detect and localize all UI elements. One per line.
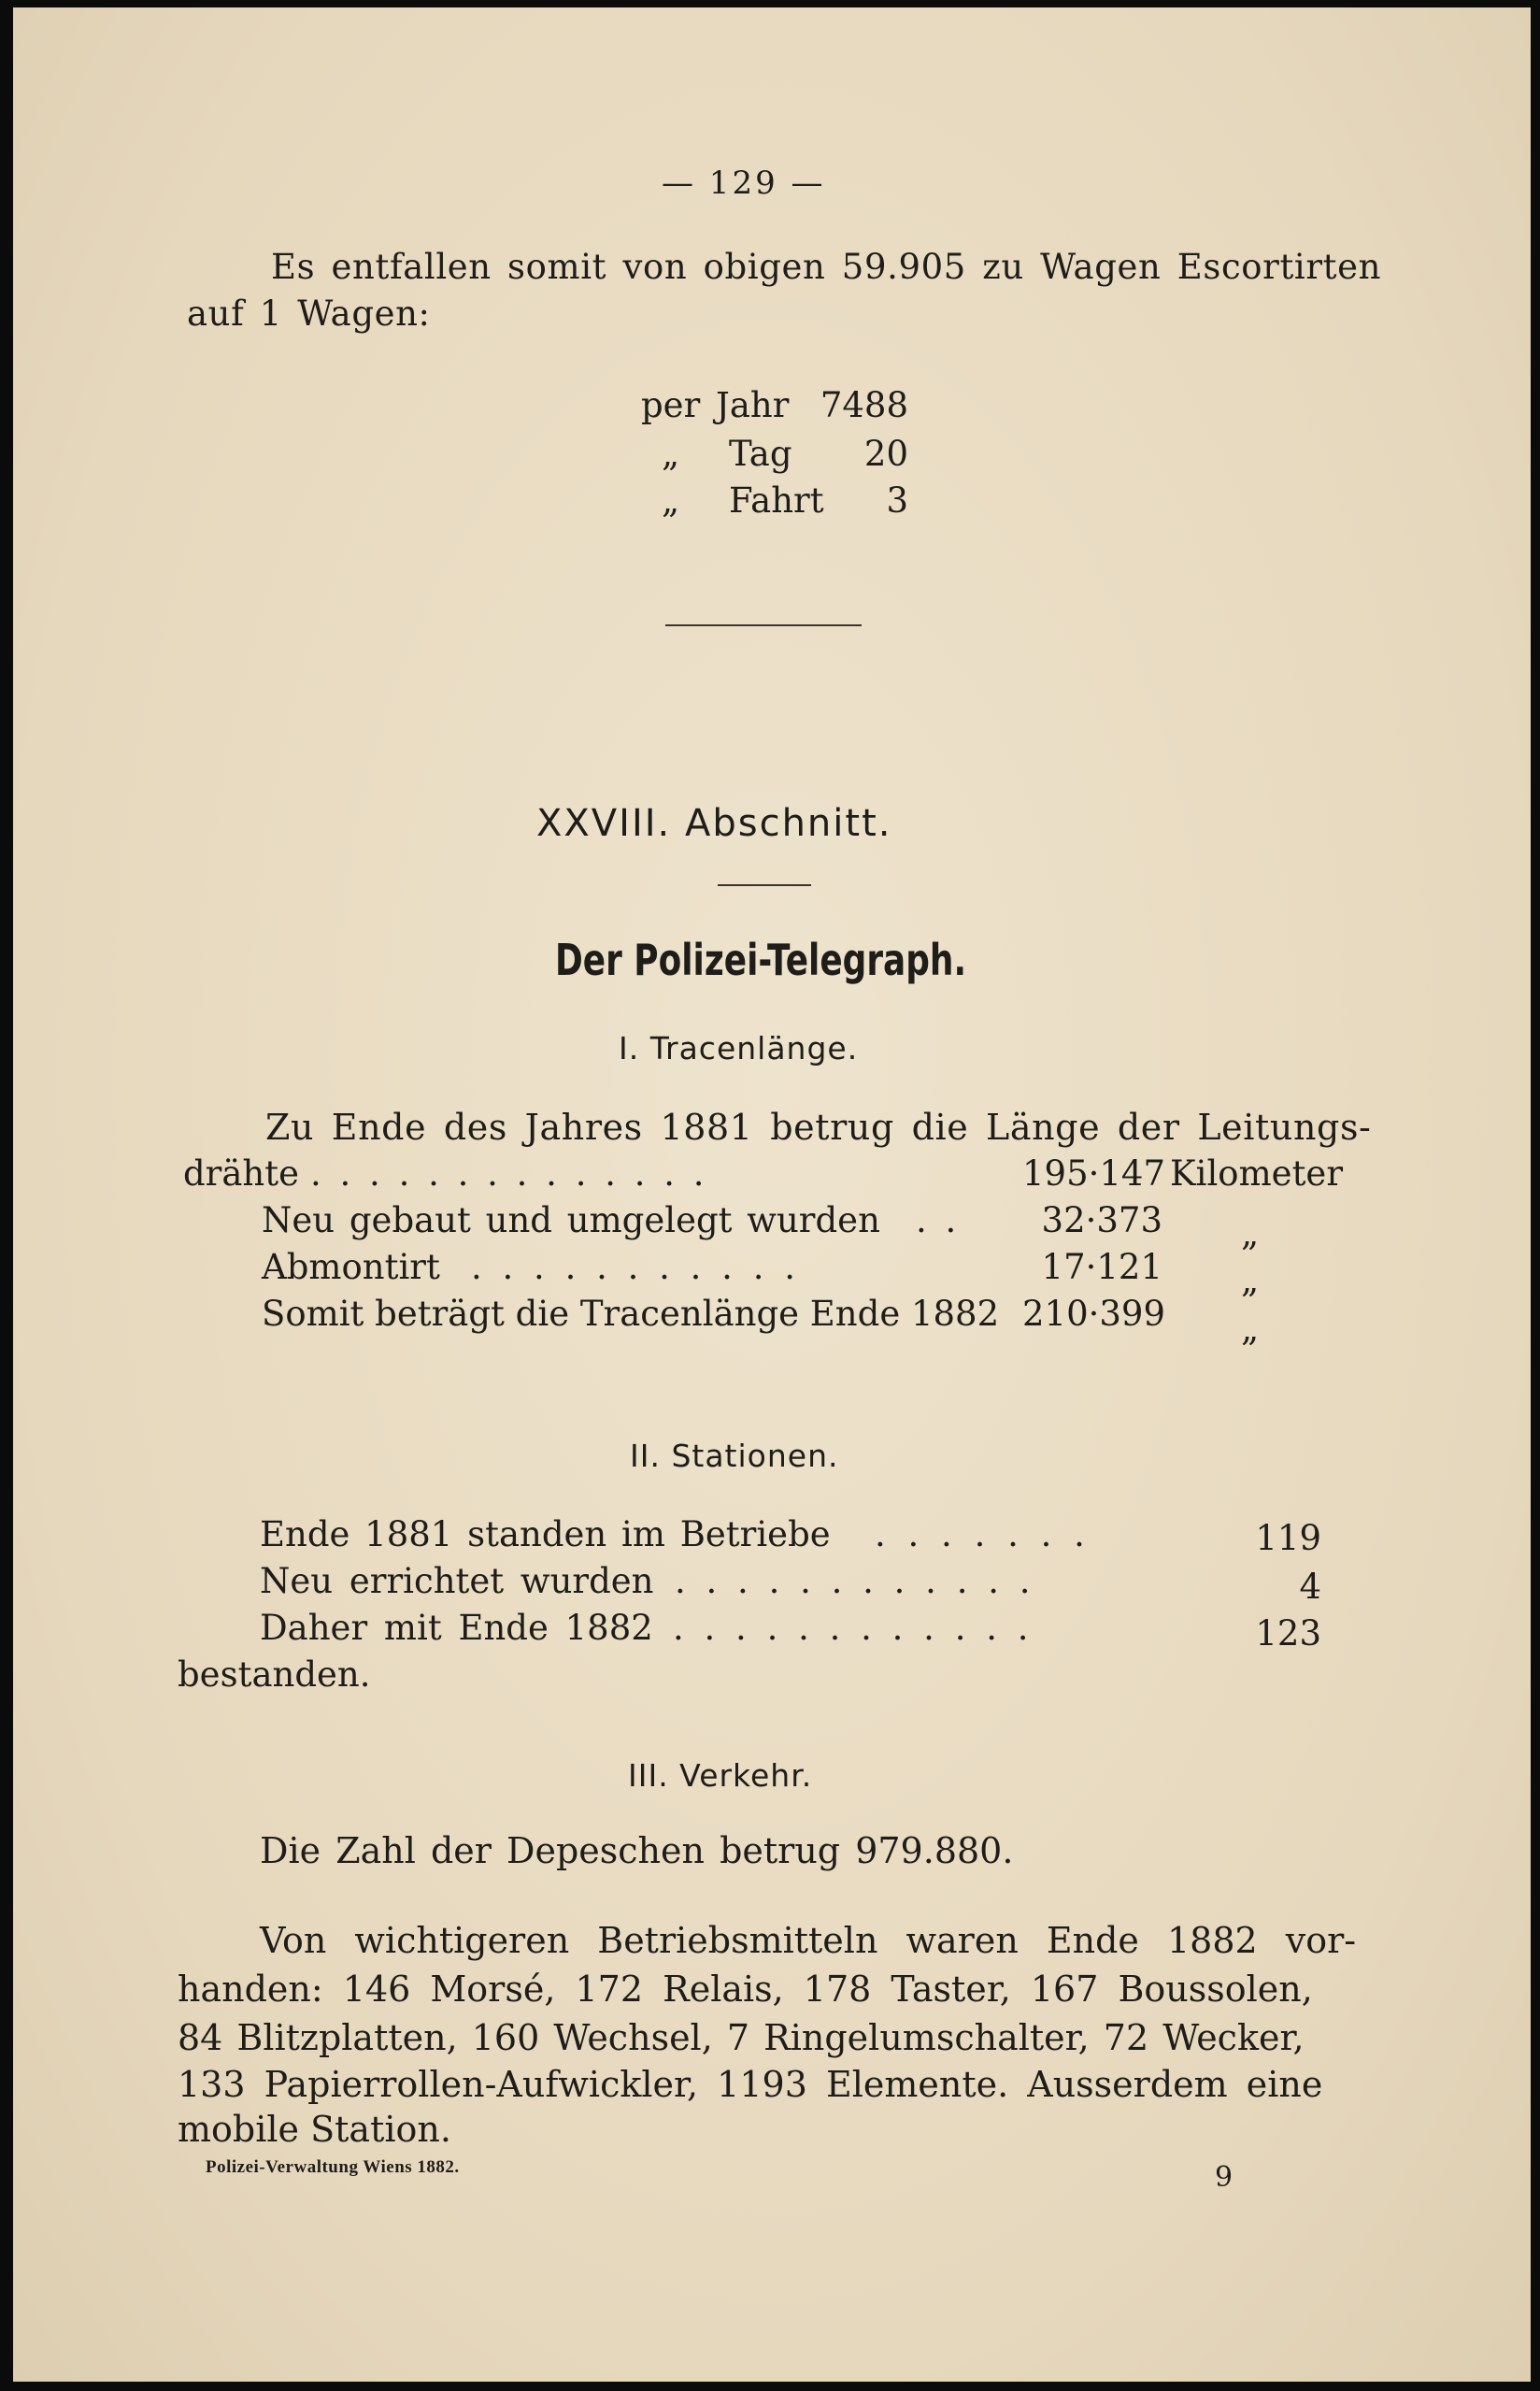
stationen-dots: . . . . . . . . . . . .: [673, 1608, 1034, 1648]
section-heading: XXVIII. Abschnitt.: [536, 802, 892, 845]
tracen-value: 32·373: [1041, 1200, 1162, 1240]
stationen-label: Daher mit Ende 1882: [260, 1608, 653, 1648]
stationen-dots: . . . . . . .: [875, 1514, 1091, 1554]
per-wagon-value: 3: [886, 480, 908, 521]
per-wagon-prefix: „: [662, 434, 680, 474]
tracen-dots: . . . . . . . . . . . . . .: [310, 1153, 708, 1194]
tracen-intro: Zu Ende des Jahres 1881 betrug die Länge der Leitungs-: [265, 1107, 1372, 1148]
paragraph-line: handen: 146 Morsé, 172 Relais, 178 Taster, 167 Boussolen,: [178, 1969, 1313, 2010]
paragraph-line: mobile Station.: [178, 2109, 451, 2150]
tracen-label: Neu gebaut und umgelegt wurden: [262, 1200, 880, 1240]
section-title: Der Polizei-Telegraph.: [555, 935, 967, 985]
tracen-dots: . . . . . . . . . . .: [471, 1247, 800, 1287]
tracen-unit: „: [1241, 1309, 1260, 1349]
intro-line-2: auf 1 Wagen:: [187, 294, 431, 334]
paragraph-line: Von wichtigeren Betriebsmitteln waren Ende 1882 vor-: [260, 1920, 1357, 1961]
stationen-value: 119: [1255, 1518, 1321, 1558]
per-wagon-value: 7488: [820, 385, 908, 425]
per-wagon-unit: Fahrt: [729, 480, 824, 521]
subsection-heading: II. Stationen.: [630, 1438, 839, 1474]
tracen-unit: „: [1241, 1260, 1260, 1300]
tracen-label: drähte: [183, 1153, 300, 1194]
page-number: — 129 —: [662, 165, 826, 202]
stationen-label: Neu errichtet wurden: [260, 1561, 654, 1601]
stationen-value: 123: [1255, 1613, 1321, 1654]
per-wagon-prefix: per: [641, 385, 701, 425]
per-wagon-value: 20: [863, 434, 908, 474]
per-wagon-prefix: „: [662, 480, 680, 521]
subsection-heading: III. Verkehr.: [628, 1757, 813, 1794]
tracen-dots: . .: [916, 1200, 961, 1240]
tracen-label: Somit beträgt die Tracenlänge Ende 1882: [262, 1294, 1000, 1334]
footer-signature: 9: [1215, 2161, 1233, 2194]
per-wagon-unit: Jahr: [716, 385, 790, 425]
subsection-heading: I. Tracenlänge.: [619, 1030, 859, 1067]
tracen-value: 195·147: [1022, 1153, 1166, 1194]
tracen-unit: Kilometer: [1170, 1153, 1344, 1194]
tracen-value: 210·399: [1022, 1294, 1166, 1334]
divider-rule: [665, 624, 862, 626]
tracen-unit: „: [1241, 1213, 1260, 1253]
paragraph-line: 84 Blitzplatten, 160 Wechsel, 7 Ringelumschalter, 72 Wecker,: [178, 2017, 1305, 2058]
tracen-value: 17·121: [1041, 1247, 1162, 1287]
stationen-dots: . . . . . . . . . . . .: [675, 1561, 1035, 1601]
document-page: [13, 7, 1531, 2382]
verkehr-sentence: Die Zahl der Depeschen betrug 979.880.: [260, 1830, 1014, 1871]
stationen-label: Ende 1881 standen im Betriebe: [260, 1514, 831, 1554]
intro-line-1: Es entfallen somit von obigen 59.905 zu Wagen Escortirten: [271, 247, 1382, 287]
stationen-value: 4: [1299, 1567, 1321, 1607]
footer-source: Polizei-Verwaltung Wiens 1882.: [206, 2157, 460, 2177]
divider-rule: [718, 884, 811, 886]
paragraph-line: 133 Papierrollen-Aufwickler, 1193 Elemente. Ausserdem eine: [178, 2064, 1323, 2105]
stationen-tail: bestanden.: [178, 1654, 371, 1695]
per-wagon-unit: Tag: [729, 434, 792, 474]
tracen-label: Abmontirt: [262, 1247, 440, 1287]
